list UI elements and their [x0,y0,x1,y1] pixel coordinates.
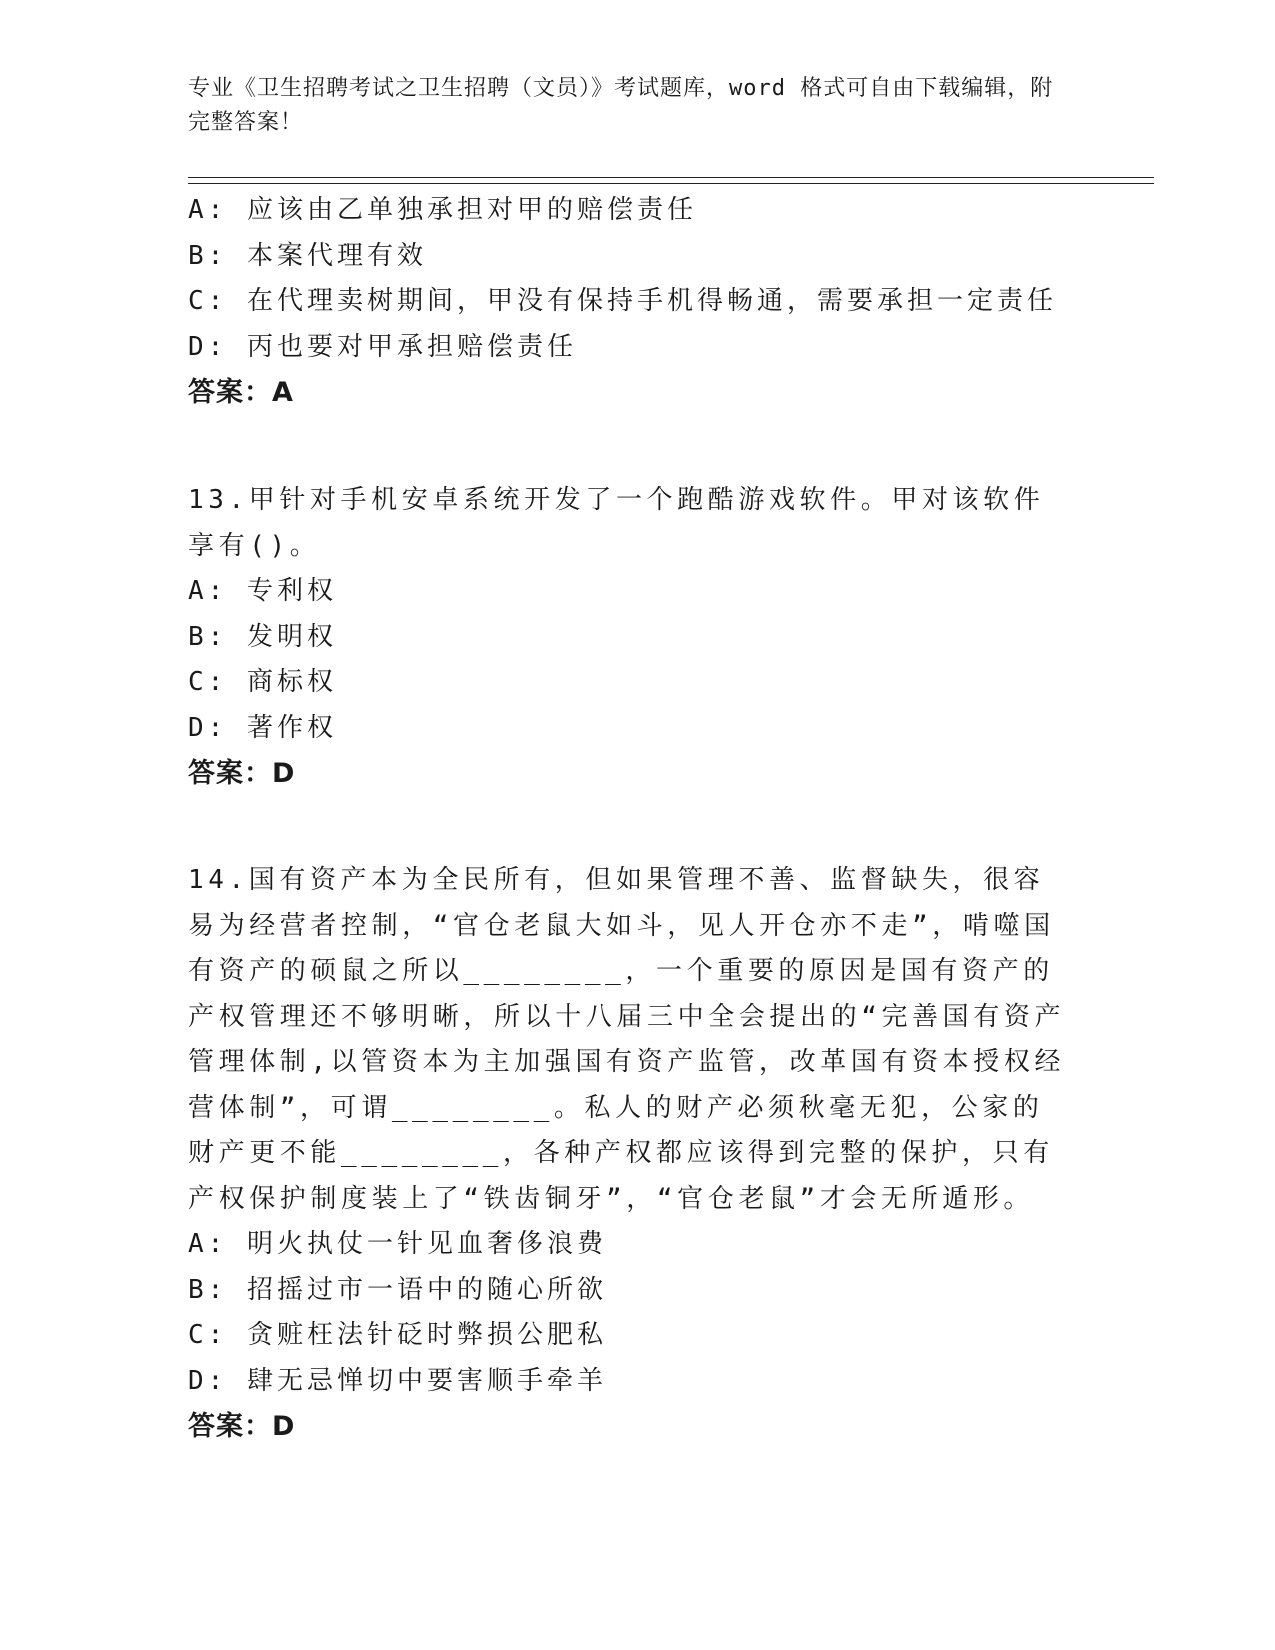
q13-answer: 答案：D [188,758,296,789]
q14-option-d: D: 肆无忌惮切中要害顺手牵羊 [188,1365,607,1396]
q13-option-c: C: 商标权 [188,667,337,697]
q14-option-b: B: 招摇过市一语中的随心所欲 [188,1274,607,1305]
q13-option-a: A: 专利权 [188,576,337,606]
question-14-block [188,858,1088,1449]
q12-option-b: B: 本案代理有效 [188,240,427,271]
q12-answer: 答案：A [188,377,294,408]
q14-option-a: A: 明火执仗一针见血奢侈浪费 [188,1229,607,1259]
question-12-block [188,188,1088,415]
q13-option-b: B: 发明权 [188,621,337,652]
spacer [188,796,1088,858]
q14-option-c: C: 贪赃枉法针砭时弊损公肥私 [188,1320,607,1350]
q12-option-c: C: 在代理卖树期间，甲没有保持手机得畅通，需要承担一定责任 [188,286,1057,316]
q14-question-text: 14.国有资产本为全民所有，但如果管理不善、监督缺失，很容易为经营者控制，“官仓老鼠大如斗，见人开仓亦不走”，啃噬国有资产的硕鼠之所以________，一个重要的原因是国有资产的产权管理还不够明晰，所以十八届三中全会提出的“完善国有资产管理体制,以管资本为主加强国有资产监管，改革国有资本授权经营体制”，可谓________。私人的财产必须秋毫无犯，公家的财产更不能________，各种产权都应该得到完整的保护，只有产权保护制度装上了“铁齿铜牙”，“官仓老鼠”才会无所遁形。 [188,865,1066,1214]
q14-answer: 答案：D [188,1411,296,1442]
q12-option-a: A: 应该由乙单独承担对甲的赔偿责任 [188,195,697,225]
header-divider [188,177,1154,184]
q13-option-d: D: 著作权 [188,712,337,743]
spacer [188,415,1088,478]
question-13-block [188,478,1088,796]
q12-option-d: D: 丙也要对甲承担赔偿责任 [188,331,577,362]
q13-question-text: 13.甲针对手机安卓系统开发了一个跑酷游戏软件。甲对该软件享有()。 [188,485,1045,561]
document-header: 专业《卫生招聘考试之卫生招聘（文员）》考试题库，word 格式可自由下载编辑，附完整答案！ [188,76,1054,135]
document-content [188,188,1088,1449]
